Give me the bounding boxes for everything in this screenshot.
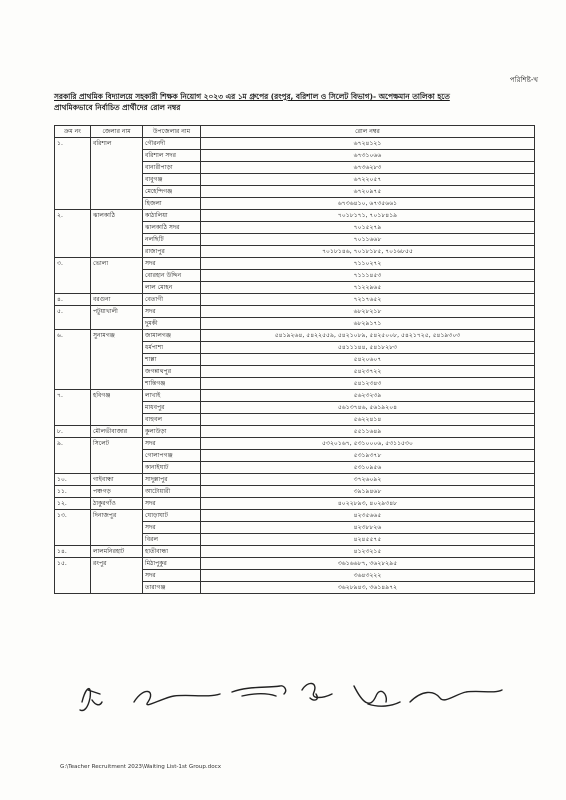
district-cell: লালমনিরহাট bbox=[91, 546, 143, 558]
upazila-cell: কুলাউড়া bbox=[143, 426, 201, 438]
roll-number-cell: ৭১১১৪৫৩ bbox=[201, 270, 535, 282]
district-cell: ঝালকাঠি bbox=[91, 210, 143, 258]
table-row bbox=[55, 330, 535, 342]
roll-number-cell: ৬৭২৪১২১ bbox=[201, 138, 535, 150]
upazila-cell: সদর bbox=[143, 438, 201, 450]
upazila-cell: সদর bbox=[143, 522, 201, 534]
table-row bbox=[55, 510, 535, 522]
district-cell: সুনামগঞ্জ bbox=[91, 330, 143, 390]
roll-number-cell: ৩৬১৬৬৮৭, ৩৬২৮২৯৫ bbox=[201, 558, 535, 570]
upazila-cell: আটোয়ারী bbox=[143, 486, 201, 498]
roll-number-cell: ৫৫১১৬৪৯ bbox=[201, 426, 535, 438]
signature-2 bbox=[134, 691, 220, 704]
roll-number-cell: ৭০১৮১৭১, ৭০১৮৪১৯ bbox=[201, 210, 535, 222]
roll-number-cell: ৭১১০২৭২ bbox=[201, 258, 535, 270]
serial-cell: ১২. bbox=[55, 498, 91, 510]
title-line-1: সরকারি প্রাথমিক বিদ্যালয়ে সহকারী শিক্ষক নিয়োগ ২০২৩ এর ১ম গ্রুপের (রংপুর, বরিশাল ও সিলেট বিভাগ)- অপেক্ষমান তালিকা হতে bbox=[54, 92, 450, 101]
serial-cell: ৪. bbox=[55, 294, 91, 306]
roll-number-cell: ৩৯১৯৪৬৮ bbox=[201, 486, 535, 498]
district-cell: বরগুনা bbox=[91, 294, 143, 306]
table-row bbox=[55, 258, 535, 270]
table-row bbox=[55, 210, 535, 222]
table-row bbox=[55, 438, 535, 450]
upazila-cell: সদর bbox=[143, 570, 201, 582]
roll-number-cell: ৪২৩৫৬৬৫ bbox=[201, 510, 535, 522]
table-row bbox=[55, 498, 535, 510]
roll-number-cell: ৬৭৩৬৪১০, ৬৭৩৫৬৬১ bbox=[201, 198, 535, 210]
table-row bbox=[55, 474, 535, 486]
serial-cell: ১. bbox=[55, 138, 91, 210]
roll-table bbox=[54, 125, 535, 594]
table-row bbox=[55, 558, 535, 570]
roll-number-cell: ৫৪২৩৭২২ bbox=[201, 366, 535, 378]
district-cell: ভোলা bbox=[91, 258, 143, 294]
serial-cell: ১৫. bbox=[55, 558, 91, 594]
district-cell: গাইবান্ধা bbox=[91, 474, 143, 486]
signature-4 bbox=[302, 683, 332, 700]
upazila-cell: মাধবপুর bbox=[143, 402, 201, 414]
upazila-cell: ঝালকাঠি সদর bbox=[143, 222, 201, 234]
district-cell: পঞ্চগড় bbox=[91, 486, 143, 498]
header-serial: ক্রম নং bbox=[55, 126, 91, 138]
roll-number-cell: ৫৬২৩২৩৯ bbox=[201, 390, 535, 402]
roll-number-cell: ৩৬৪৩২২২ bbox=[201, 570, 535, 582]
table-row bbox=[55, 390, 535, 402]
upazila-cell: বানারীপাড়া bbox=[143, 162, 201, 174]
roll-number-cell: ৬৮২৯১৭১ bbox=[201, 318, 535, 330]
district-cell: পটুয়াখালী bbox=[91, 306, 143, 330]
title-line-2: প্রাথমিকভাবে নির্বাচিত প্রার্থীদের রোল নম্বর bbox=[54, 103, 181, 112]
header-district: জেলার নাম bbox=[91, 126, 143, 138]
roll-number-cell: ৬৮২৮২১৮ bbox=[201, 306, 535, 318]
signature-6 bbox=[410, 690, 502, 702]
roll-number-cell: ৭২১৭৬৫২ bbox=[201, 294, 535, 306]
upazila-cell: মেহেন্দিগঞ্জ bbox=[143, 186, 201, 198]
footer-file-path: G:\Teacher Recruitment 2023\Waiting List-1st Group.docx bbox=[60, 764, 222, 770]
upazila-cell: গোলাপগঞ্জ bbox=[143, 450, 201, 462]
upazila-cell: সদর bbox=[143, 306, 201, 318]
district-cell: দিনাজপুর bbox=[91, 510, 143, 546]
upazila-cell: হিজলা bbox=[143, 198, 201, 210]
roll-number-cell: ৫৬২২৪১৪ bbox=[201, 414, 535, 426]
serial-cell: ১১. bbox=[55, 486, 91, 498]
header-roll: রোল নম্বর bbox=[201, 126, 535, 138]
roll-number-cell: ৫৪২০৬০৭ bbox=[201, 354, 535, 366]
serial-cell: ১০. bbox=[55, 474, 91, 486]
roll-number-cell: ৬৭২২০৫৭ bbox=[201, 174, 535, 186]
header-upazila: উপজেলার নাম bbox=[143, 126, 201, 138]
upazila-cell: সাদুল্লাপুর bbox=[143, 474, 201, 486]
table-row bbox=[55, 426, 535, 438]
upazila-cell: ঘোড়াঘাট bbox=[143, 510, 201, 522]
roll-number-cell: ৬৭৩১০৬৬ bbox=[201, 150, 535, 162]
roll-number-cell: ৬৭৩৬২৮৩ bbox=[201, 162, 535, 174]
roll-number-cell: ৪২৪৫৫৭৫ bbox=[201, 534, 535, 546]
upazila-cell: হাতীবান্ধা bbox=[143, 546, 201, 558]
upazila-cell: দুমকী bbox=[143, 318, 201, 330]
upazila-cell: জগন্নাথপুর bbox=[143, 366, 201, 378]
upazila-cell: সদর bbox=[143, 498, 201, 510]
serial-cell: ৬. bbox=[55, 330, 91, 390]
upazila-cell: কাঠালিয়া bbox=[143, 210, 201, 222]
table-header-row bbox=[55, 126, 535, 138]
upazila-cell: বাবুগঞ্জ bbox=[143, 174, 201, 186]
roll-number-cell: ৩৭২৬০৯২ bbox=[201, 474, 535, 486]
upazila-cell: লাল মোহন bbox=[143, 282, 201, 294]
upazila-cell: সদর bbox=[143, 258, 201, 270]
table-row bbox=[55, 546, 535, 558]
signature-5 bbox=[354, 686, 400, 706]
serial-cell: ১৩. bbox=[55, 510, 91, 546]
serial-cell: ৭. bbox=[55, 390, 91, 426]
serial-cell: ৯. bbox=[55, 438, 91, 474]
roll-number-cell: ৬৭২০৯৭৫ bbox=[201, 186, 535, 198]
roll-number-cell: ৭০১৫২৭৯ bbox=[201, 222, 535, 234]
upazila-cell: মিঠাপুকুর bbox=[143, 558, 201, 570]
roll-number-cell: ৪০২২৮৯৩, ৪০২৯৩৪৮ bbox=[201, 498, 535, 510]
roll-number-cell: ৩৬২৮৯৪৩, ৩৬১৪৯৭২ bbox=[201, 582, 535, 594]
roll-number-cell: ৫৩১০৯৫৬ bbox=[201, 462, 535, 474]
table-row bbox=[55, 138, 535, 150]
upazila-cell: বাহুবল bbox=[143, 414, 201, 426]
signature-1 bbox=[80, 689, 102, 711]
upazila-cell: তারাগঞ্জ bbox=[143, 582, 201, 594]
district-cell: মৌলভীবাজার bbox=[91, 426, 143, 438]
upazila-cell: শান্তিগঞ্জ bbox=[143, 378, 201, 390]
annex-label: পরিশিষ্ট-খ bbox=[509, 76, 538, 84]
roll-number-cell: ৪১২৩২১৫ bbox=[201, 546, 535, 558]
upazila-cell: গৌরনদী bbox=[143, 138, 201, 150]
upazila-cell: জামালগঞ্জ bbox=[143, 330, 201, 342]
roll-number-cell: ৭০১৮১৪৬, ৭০১৮১৮৫, ৭০১৬৮৫৫ bbox=[201, 246, 535, 258]
upazila-cell: শাল্লা bbox=[143, 354, 201, 366]
roll-number-cell: ৫৪১৯২৬৪, ৫৪২২৫৫৯, ৫৪২১০৮৯, ৫৪২৫০০৮, ৫৪২১৭২৫, ৫৪১৯৩০৩ bbox=[201, 330, 535, 342]
district-cell: রংপুর bbox=[91, 558, 143, 594]
serial-cell: ৮. bbox=[55, 426, 91, 438]
roll-number-cell: ৫৩২০১৬৭, ৫৩১০০০৬, ৫৩১১৫৩০ bbox=[201, 438, 535, 450]
district-cell: বরিশাল bbox=[91, 138, 143, 210]
upazila-cell: বিরল bbox=[143, 534, 201, 546]
roll-number-cell: ৫৪১১১৪৪, ৫৪১৮২৮৩ bbox=[201, 342, 535, 354]
serial-cell: ১৪. bbox=[55, 546, 91, 558]
serial-cell: ৫. bbox=[55, 306, 91, 330]
signature-3 bbox=[232, 686, 286, 696]
roll-number-cell: ৭০১১৬৬৮ bbox=[201, 234, 535, 246]
upazila-cell: বোরহান উদ্দিন bbox=[143, 270, 201, 282]
serial-cell: ৩. bbox=[55, 258, 91, 294]
upazila-cell: লাখাই bbox=[143, 390, 201, 402]
roll-number-cell: ৫৩১৯৩৭৮ bbox=[201, 450, 535, 462]
table-row bbox=[55, 306, 535, 318]
table-body bbox=[55, 138, 535, 594]
roll-number-cell: ৭১২২৯৬৫ bbox=[201, 282, 535, 294]
upazila-cell: রাজাপুর bbox=[143, 246, 201, 258]
district-cell: সিলেট bbox=[91, 438, 143, 474]
table-row bbox=[55, 294, 535, 306]
serial-cell: ২. bbox=[55, 210, 91, 258]
page-title bbox=[54, 91, 534, 113]
table-row bbox=[55, 486, 535, 498]
upazila-cell: বেতাগী bbox=[143, 294, 201, 306]
roll-number-cell: ৪২৩৮৮২৬ bbox=[201, 522, 535, 534]
upazila-cell: ধর্মপাশা bbox=[143, 342, 201, 354]
upazila-cell: বরিশাল সদর bbox=[143, 150, 201, 162]
district-cell: হবিগঞ্জ bbox=[91, 390, 143, 426]
upazila-cell: নলছিটি bbox=[143, 234, 201, 246]
signatures bbox=[70, 672, 510, 722]
roll-number-cell: ৫৪১২৩৪৩ bbox=[201, 378, 535, 390]
upazila-cell: কানাইঘাট bbox=[143, 462, 201, 474]
roll-number-cell: ৫৬১৩৭৪৬, ৫৬১৯২০৪ bbox=[201, 402, 535, 414]
district-cell: ঠাকুরগাঁও bbox=[91, 498, 143, 510]
